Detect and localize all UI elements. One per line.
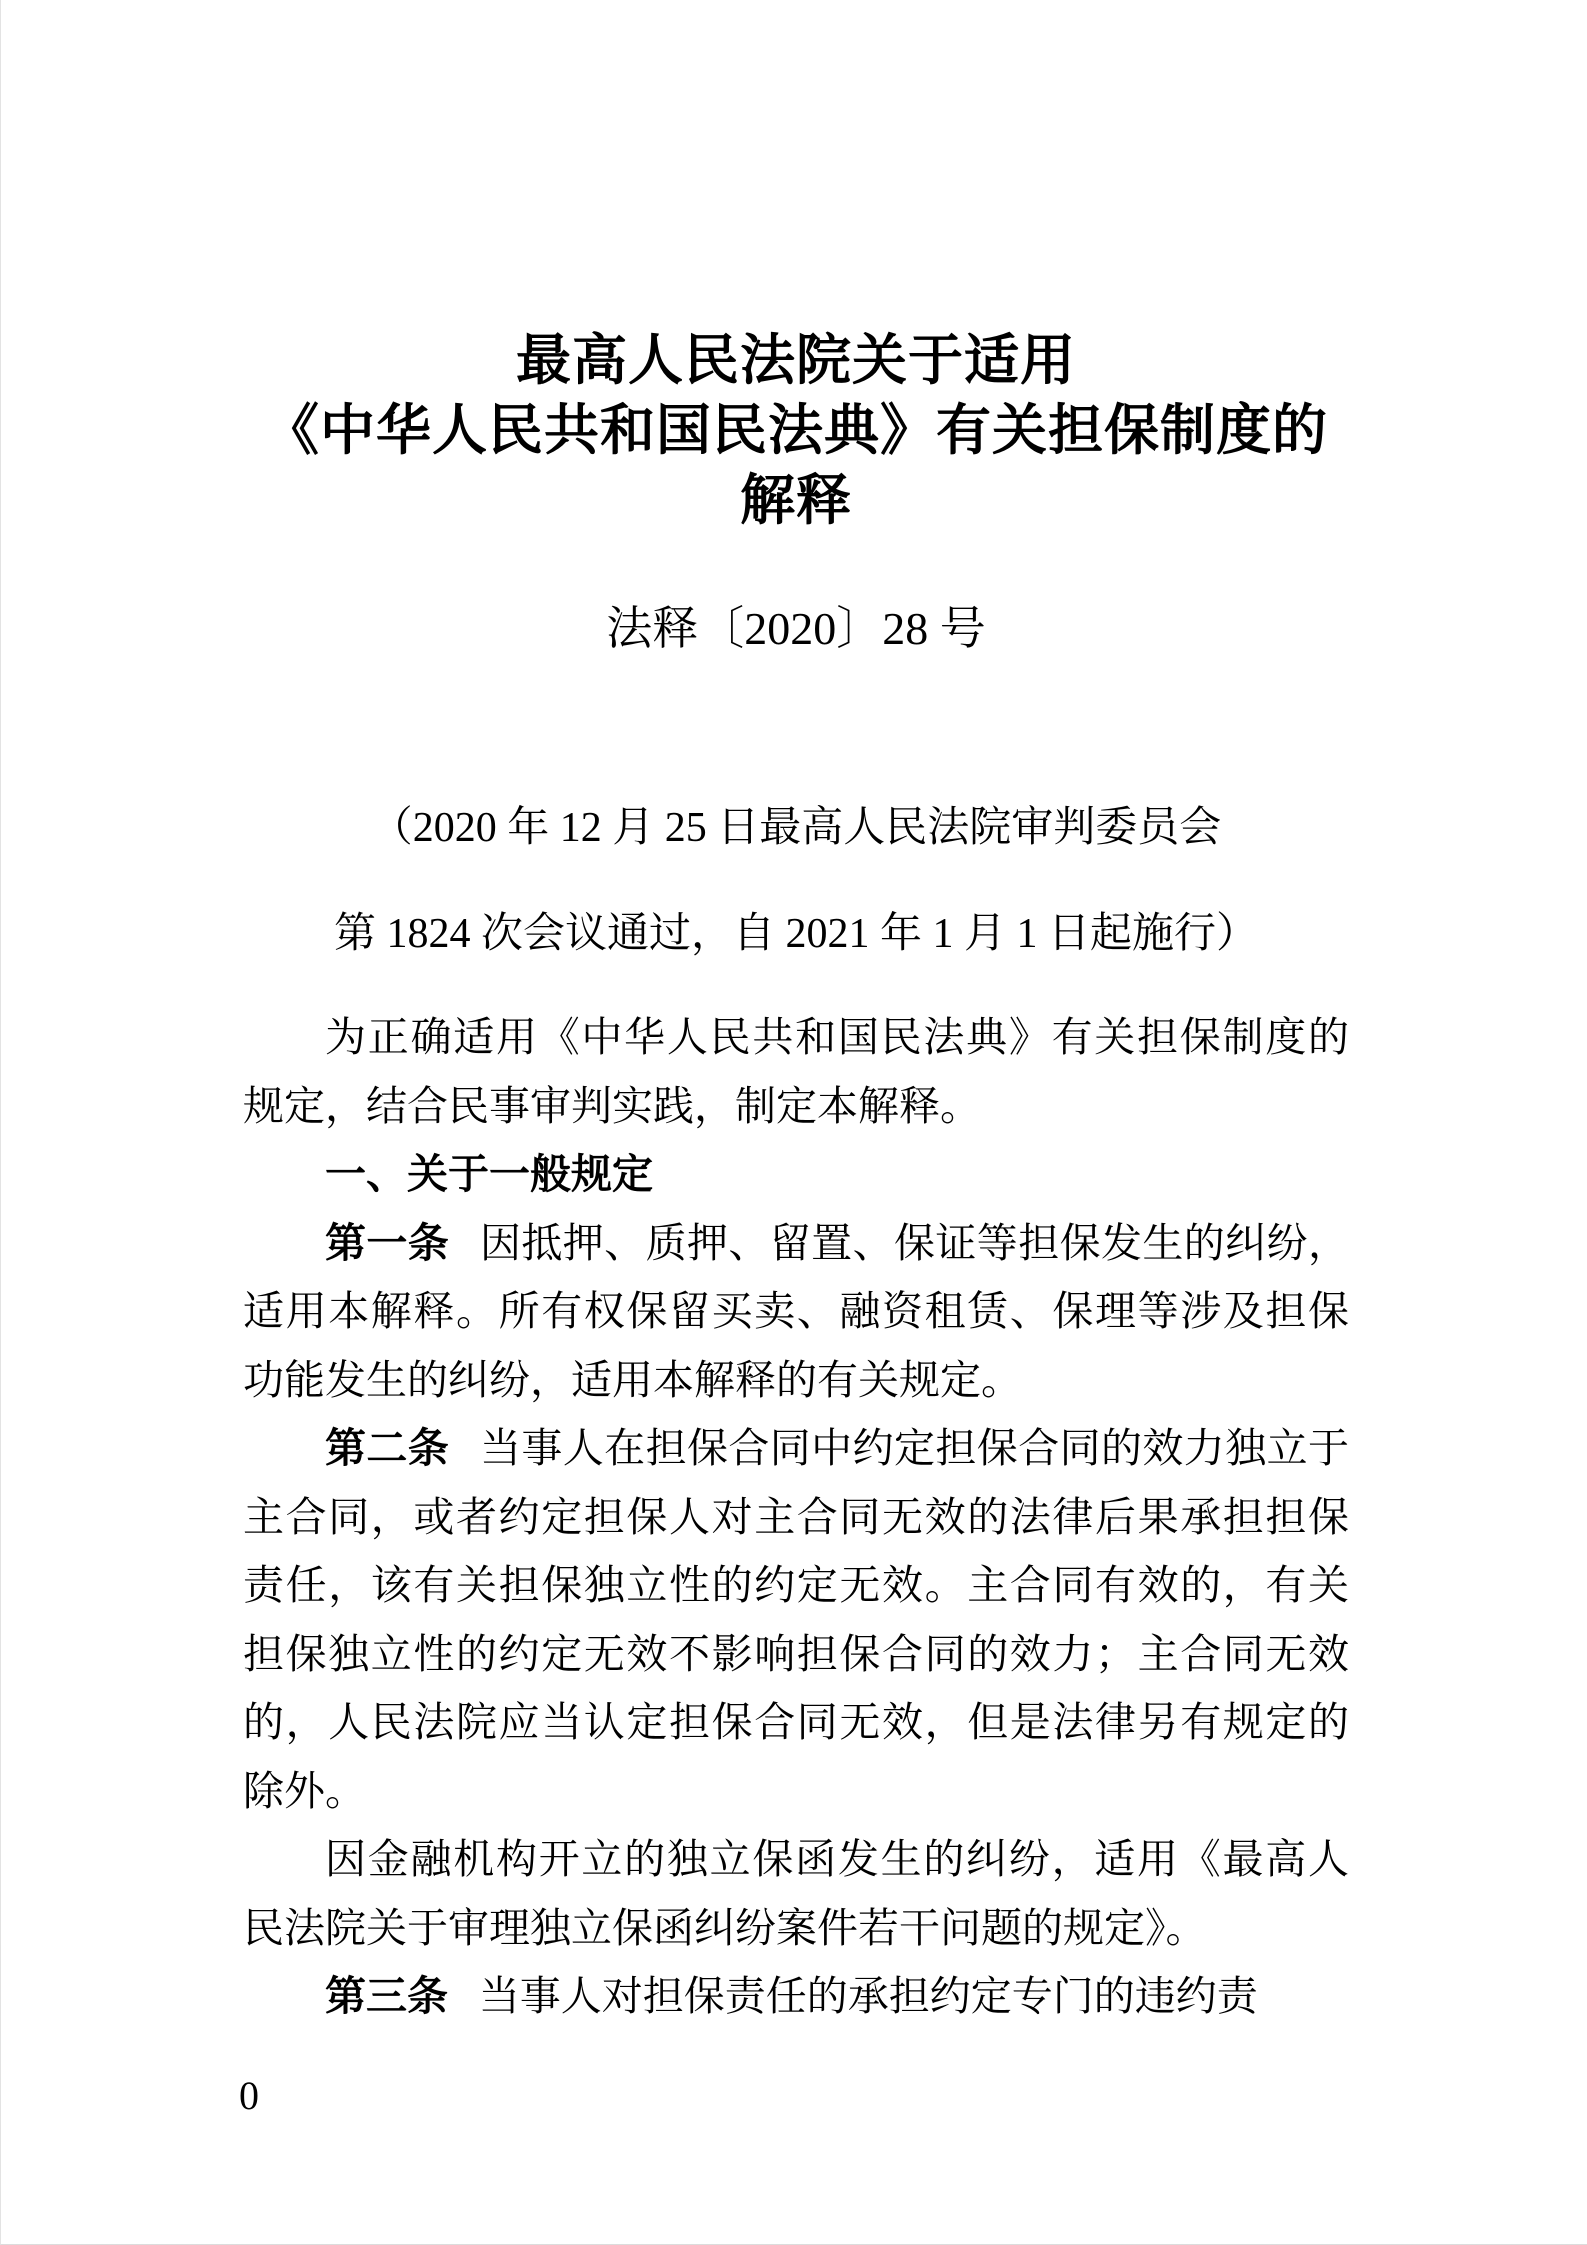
title-line-2: 《中华人民共和国民法典》有关担保制度的 (263, 399, 1328, 461)
article-2-label: 第二条 (325, 1425, 450, 1471)
article-3-text: 当事人对担保责任的承担约定专门的违约责 (478, 1973, 1258, 2019)
document-title (243, 325, 1349, 535)
article-1-paragraph-1 (243, 1209, 1349, 1415)
article-2-text: 当事人在担保合同中约定担保合同的效力独立于主合同，或者约定担保人对主合同无效的法律后果承担担保责任，该有关担保独立性的约定无效。主合同有效的，有关担保独立性的约定无效不影响担保合同的效力；主合同无效的，人民法院应当认定担保合同无效，但是法律另有规定的除外。 (243, 1425, 1350, 1814)
adoption-note-line-1: （2020 年 12 月 25 日最高人民法院审判委员会 (370, 805, 1222, 851)
article-3-paragraph-1 (243, 1962, 1349, 2031)
article-2-paragraph-2: 因金融机构开立的独立保函发生的纠纷，适用《最高人民法院关于审理独立保函纠纷案件若干问题的规定》。 (243, 1836, 1349, 1951)
article-3-label: 第三条 (325, 1973, 448, 2019)
title-line-3: 解释 (739, 469, 852, 531)
article-2-paragraph-1 (243, 1414, 1349, 1825)
title-line-1: 最高人民法院关于适用 (515, 329, 1076, 391)
article-1-label: 第一条 (325, 1219, 450, 1266)
adoption-note-line-2: 第 1824 次会议通过，自 2021 年 1 月 1 日起施行） (333, 911, 1258, 957)
article-1-text: 因抵押、质押、留置、保证等担保发生的纠纷，适用本解释。所有权保留买卖、融资租赁、保理等涉及担保功能发生的纠纷，适用本解释的有关规定。 (243, 1219, 1350, 1403)
adoption-note (243, 775, 1349, 987)
document-body (243, 1003, 1349, 2031)
document-number: 法释〔2020〕28 号 (606, 603, 986, 654)
preamble-paragraph: 为正确适用《中华人民共和国民法典》有关担保制度的规定，结合民事审判实践，制定本解释。 (243, 1014, 1349, 1129)
page-number: 0 (239, 2073, 259, 2118)
section-heading-general-provisions: 一、关于一般规定 (325, 1151, 653, 1197)
page-content (243, 0, 1349, 2031)
